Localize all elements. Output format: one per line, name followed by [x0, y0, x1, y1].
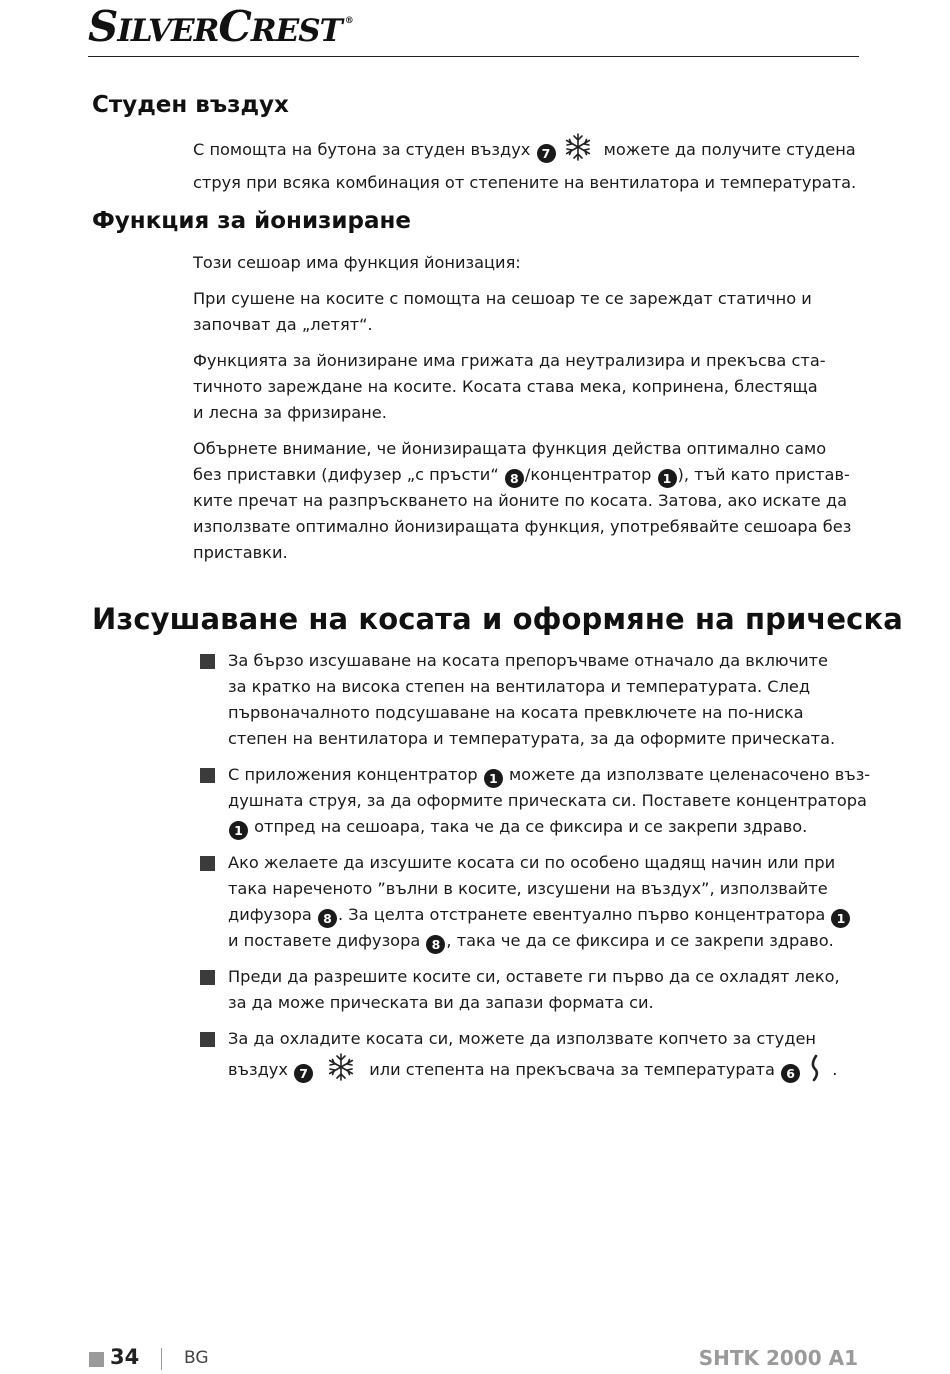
square-bullet-icon [200, 856, 215, 871]
square-bullet-icon [200, 970, 215, 985]
snowflake-icon [326, 1052, 356, 1090]
callout-number: 7 [537, 144, 556, 163]
footer-divider [161, 1348, 162, 1370]
square-bullet-icon [200, 654, 215, 669]
callout-number: 8 [426, 935, 445, 954]
callout-number: 1 [831, 909, 850, 928]
model-number: SHTK 2000 A1 [698, 1346, 858, 1370]
brand-logo: SILVERCREST ® [88, 2, 353, 51]
heading-cold-air: Студен въздух [92, 92, 289, 118]
callout-number: 6 [781, 1064, 800, 1083]
paragraph-ionization-2: При сушене на косите с помощта на сешоар те се зареждат статично и започват да „летят“. [193, 289, 812, 334]
heading-drying-styling: Изсушаване на косата и оформяне на прическа [92, 602, 903, 636]
snowflake-icon [563, 132, 593, 170]
square-bullet-icon [200, 768, 215, 783]
callout-number: 8 [318, 909, 337, 928]
paragraph-ionization-1: Този сешоар има функция йонизация: [193, 253, 521, 272]
callout-number: 1 [484, 769, 503, 788]
callout-number: 8 [505, 469, 524, 488]
paragraph-cold-air: С помощта на бутона за студен въздух 7 можете да получите студена струя при всяка комбинация от степените на вентилатора и температурата. [193, 132, 863, 196]
paragraph-ionization-4: Обърнете внимание, че йонизиращата функция действа оптимално само без приставки (дифузер „с пръсти“ 8 /концентратор 1 ), тъй като пристав- ките пречат на разпръскването на йоните по косата. Затова, ако искате да използвате оптимално йонизиращата функция, употребявайте сешоара без приставки. [193, 439, 852, 562]
square-bullet-icon [200, 1032, 215, 1047]
callout-number: 7 [294, 1064, 313, 1083]
callout-number: 1 [229, 821, 248, 840]
square-bullet-icon [89, 1352, 104, 1367]
callout-number: 1 [658, 469, 677, 488]
page-number: 34 [110, 1345, 140, 1369]
heat-wave-icon [809, 1054, 821, 1090]
header-rule [88, 56, 859, 57]
paragraph-ionization-3: Функцията за йонизиране има грижата да неутрализира и прекъсва ста- тичното зареждане на косите. Косата става мека, копринена, блестяща и лесна за фризиране. [193, 351, 826, 422]
language-code: BG [184, 1348, 209, 1368]
heading-ionization: Функция за йонизиране [92, 208, 412, 234]
